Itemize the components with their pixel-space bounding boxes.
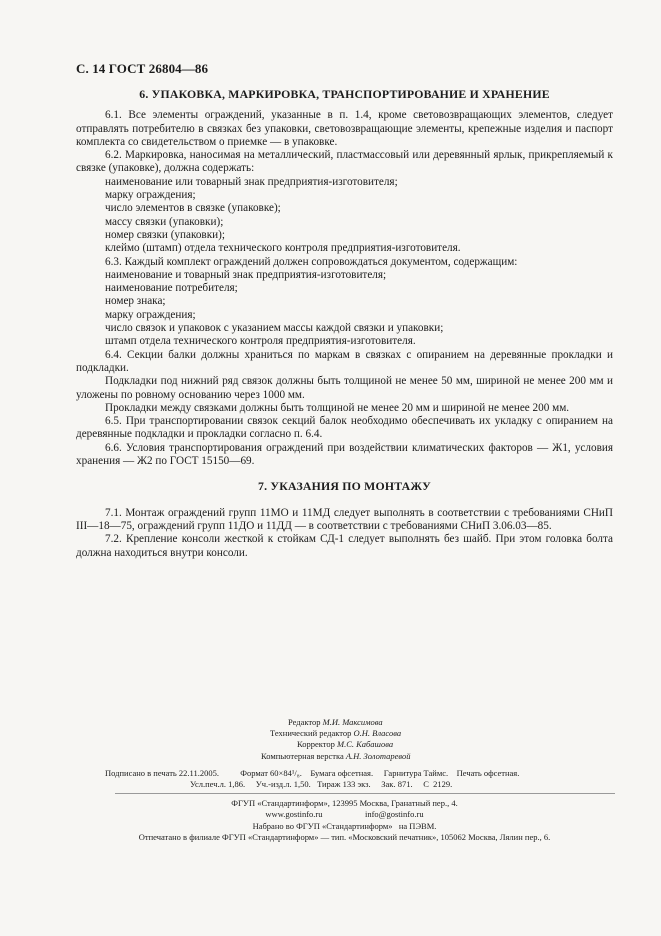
paragraph-6-6: 6.6. Условия транспортирования ограждений при воздействии климатических факторов — Ж1, условия хранения — Ж2 по ГОСТ 15150—69.: [76, 441, 613, 468]
list-item: массу связки (упаковки);: [105, 215, 224, 228]
document-body: [76, 88, 613, 560]
publisher-line: ФГУП «Стандартинформ», 123995 Москва, Гранатный пер., 4.: [231, 798, 458, 808]
paragraph-7-2: 7.2. Крепление консоли жесткой к стойкам СД-1 следует выполнять без шайб. При этом головка болта должна находиться внутри консоли.: [76, 533, 613, 559]
paragraph-6-4: 6.4. Секции балки должны храниться по маркам в связках с опиранием на деревянные прокладки и подкладки.: [76, 348, 613, 374]
list-item: наименование и товарный знак предприятия-изготовителя;: [105, 268, 387, 281]
print-info-line: Подписано в печать 22.11.2005. Формат 60×84¹/₈. Бумага офсетная. Гарнитура Таймс. Печать офсетная.: [105, 768, 520, 778]
credit-editor: Редактор М.И. Максимова: [288, 717, 383, 727]
paragraph-6-1: 6.1. Все элементы ограждений, указанные в п. 1.4, кроме световозвращающих элементов, следует отправлять потребителю в связках без упаковки, световозвращающие элементы, крепежные изделия и паспорт комплекта со свидетельством о приемке — в упаковке.: [76, 109, 613, 148]
paragraph-6-4-supports: Подкладки под нижний ряд связок должны быть толщиной не менее 50 мм, шириной не менее 200 мм и уложены по ровному основанию через 1000 мм.: [76, 375, 613, 401]
print-info: [76, 768, 613, 790]
list-item: штамп отдела технического контроля предприятия-изготовителя.: [105, 335, 416, 348]
list-item: число связок и упаковок с указанием массы каждой связки и упаковки;: [105, 322, 444, 335]
credits-block: [180, 717, 520, 762]
credit-proofreader: Корректор М.С. Кабашова: [297, 739, 394, 750]
publisher-line: Отпечатано в филиале ФГУП «Стандартинформ» — тип. «Московский печатник», 105062 Москва, Лялин пер., 6.: [138, 831, 551, 842]
publisher-web-line: www.gostinfo.ru info@gostinfo.ru: [265, 809, 424, 820]
paragraph-6-4-spacers: Прокладки между связками должны быть толщиной не менее 20 мм и шириной не менее 200 мм.: [105, 401, 570, 414]
publisher-info: [76, 798, 613, 843]
paragraph-6-3: 6.3. Каждый комплект ограждений должен сопровождаться документом, содержащим:: [105, 255, 518, 268]
section-6-title: 6. УПАКОВКА, МАРКИРОВКА, ТРАНСПОРТИРОВАНИЕ И ХРАНЕНИЕ: [139, 87, 550, 101]
divider: [115, 793, 615, 794]
paragraph-7-1: 7.1. Монтаж ограждений групп 11МО и 11МД следует выполнять в соответствии с требованиями СНиП III—18—75, ограждений групп 11ДО и 11ДД — в соответствии с требованиями СНиП 3.06.03—85.: [76, 506, 613, 532]
list-item: номер знака;: [105, 295, 166, 308]
list-item: марку ограждения;: [105, 189, 196, 202]
page-header: С. 14 ГОСТ 26804—86: [76, 61, 209, 76]
print-info-line: Усл.печ.л. 1,86. Уч.-изд.л. 1,50. Тираж 133 экз. Зак. 871. С 2129.: [190, 779, 453, 790]
credit-tech-editor: Технический редактор О.Н. Власова: [270, 728, 402, 739]
publisher-line: Набрано во ФГУП «Стандартинформ» на ПЭВМ.: [252, 820, 437, 831]
list-item: наименование или товарный знак предприятия-изготовителя;: [105, 175, 398, 188]
section-7-title: 7. УКАЗАНИЯ ПО МОНТАЖУ: [258, 479, 431, 494]
paragraph-6-2: 6.2. Маркировка, наносимая на металлический, пластмассовый или деревянный ярлык, прикрепляемый к связке (упаковке), должна содержать:: [76, 149, 613, 175]
list-item: клеймо (штамп) отдела технического контроля предприятия-изготовителя.: [105, 242, 461, 255]
paragraph-6-5: 6.5. При транспортировании связок секций балок необходимо обеспечивать их укладку с опиранием на деревянные подкладки и прокладки согласно п. 6.4.: [76, 415, 613, 441]
list-item: номер связки (упаковки);: [105, 228, 225, 241]
list-item: наименование потребителя;: [105, 282, 238, 295]
list-item: марку ограждения;: [105, 308, 196, 321]
list-item: число элементов в связке (упаковке);: [105, 202, 281, 215]
credit-layout: Компьютерная верстка А.Н. Золотаревой: [261, 750, 411, 761]
